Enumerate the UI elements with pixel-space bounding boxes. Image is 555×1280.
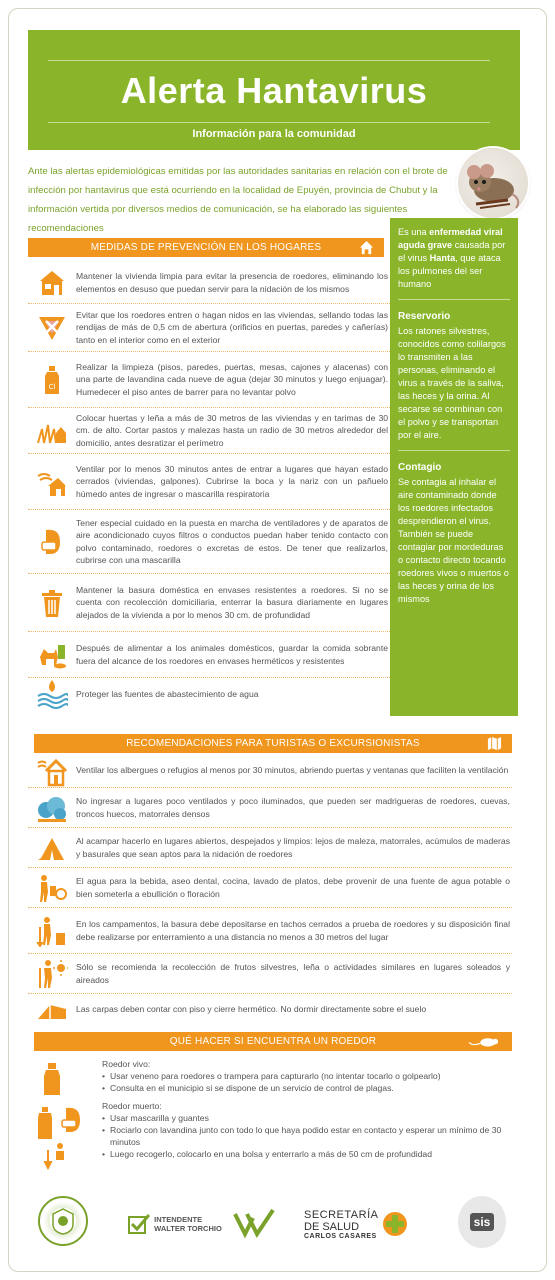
secretaria-line-2: DE SALUD (304, 1220, 360, 1233)
intro-text: Ante las alertas epidemiológicas emitidas por las autoridades sanitarias en relación con el brote de infección por hantavirus que está ocurriendo en la localidad de Epuyén, provincia de Chubut y la información vertida por diversos medios de comunicación, se ha elaborado las siguientes recomendaciones (28, 166, 448, 234)
sis-logo (458, 1196, 506, 1248)
shovel-icon (42, 1142, 72, 1170)
map-icon (487, 736, 502, 751)
list-item (28, 352, 390, 408)
item-text: No ingresar a lugares poco ventilados y poco iluminados, que pueden ser madrigueras de roedores, cuevas, troncos huecos, matorrales densos (76, 796, 510, 819)
item-text: Evitar que los roedores entren o hagan nidos en las viviendas, sellando todas las rendijas de más de 0,5 cm de abertura (orificios en puertas, paredes y cañerías) tanto en el interior como en el exterior (76, 309, 388, 345)
panel-divider (398, 299, 510, 300)
item-text: En los campamentos, la basura debe depositarse en tachos cerrados a prueba de roedores y su disposición final debe realizarse por enterramiento a una distancia no menos a 30 metros del lugar (76, 919, 510, 942)
list-item: • Consulta en el municipio si se dispone de un servicio de control de plagas. (102, 1082, 512, 1094)
item-text: El agua para la bebida, aseo dental, cocina, lavado de platos, debe provenir de una fuente de agua potable o bien someterla a ebullición o floración (76, 876, 510, 899)
intendente-label: INTENDENTE (154, 1215, 203, 1224)
page-title: Alerta Hantavirus (120, 70, 428, 111)
drinking-water-icon (36, 872, 68, 904)
list-item (28, 574, 390, 632)
garden-icon (36, 415, 68, 447)
intendente-logo (120, 1204, 230, 1244)
footer-logos (28, 1196, 512, 1256)
list-item: • Rociarlo con lavandina junto con todo lo que haya podido estar en contacto y esperar un mínimo de 30 minutos (102, 1124, 512, 1148)
panel-reservorio-text: Los ratones silvestres, conocidos como colilargos lo transmiten a las personas, eliminando el virus a través de la saliva, las heces y la orina. Al secarse se combinan con el polvo y se transportan por el aire. (398, 326, 506, 440)
secretaria-line-3: CARLOS CASARES (304, 1232, 377, 1240)
info-panel (390, 218, 518, 716)
house-icon (359, 240, 374, 255)
panel-heading-contagio: Contagio (398, 462, 442, 473)
roedor-vivo-title: Roedor vivo: (102, 1059, 151, 1069)
list-item (28, 868, 512, 908)
section-header-roedor (34, 1032, 512, 1051)
item-text: Ventilar por lo menos 30 minutos antes de entrar a lugares que hayan estado cerrados (viviendas, galpones). Cubrirse la boca y la nariz con un pañuelo húmedo antes de ingresar o mascarilla respiratoria (76, 463, 388, 499)
panel-text: , que ataca los pulmones del ser humano (398, 253, 501, 289)
item-text: Después de alimentar a los animales domésticos, guardar la comida sobrante fuera del alcance de los roedores en envases herméticos y resistentes (76, 643, 388, 666)
item-text: Proteger las fuentes de abastecimiento de agua (76, 688, 259, 699)
list-item (28, 304, 390, 352)
health-cross-icon (382, 1211, 408, 1237)
bleach-bottle-icon (36, 364, 68, 396)
rat-icon (468, 1034, 502, 1049)
roedor-vivo-block (28, 1056, 512, 1104)
vv-logo (232, 1206, 276, 1240)
list-item (28, 754, 512, 788)
secretaria-salud-logo (304, 1202, 414, 1246)
panel-intro (398, 226, 510, 291)
section-header-hogares (28, 238, 384, 257)
item-text: Las carpas deben contar con piso y cierre hermético. No dormir directamente sobre el suelo (76, 1003, 427, 1014)
face-mask-icon (36, 526, 68, 558)
shovel-trash-icon (36, 915, 68, 947)
sis-label: sis (470, 1213, 495, 1231)
poison-bottle-icon (36, 1062, 68, 1096)
header-rule (48, 60, 490, 61)
intendente-name: WALTER TORCHIO (154, 1224, 222, 1233)
tent-icon (36, 832, 68, 864)
trash-bin-icon (36, 587, 68, 619)
hiker-icon (36, 958, 68, 990)
header-banner (28, 30, 520, 150)
panel-divider (398, 450, 510, 451)
panel-text: Es una (398, 227, 427, 237)
panel-contagio-text: Se contagia al inhalar el aire contaminado donde los roedores infectados desprendieron el virus. También se puede contagiar por mordeduras o contacto directo tocando roedores vivos o muertos o las heces y orina de los mismos (398, 477, 509, 604)
list-item (28, 788, 512, 828)
list-item (28, 454, 390, 510)
shelter-icon (36, 755, 68, 787)
panel-text: causada por el virus (398, 240, 506, 263)
item-text: Tener especial cuidado en la puesta en marcha de ventiladores y de aparatos de aire acondicionado cuyos filtros o conductos puedan haber tenido contacto con polvo contaminado, roedores o excretas de estos. De tener que realizarlos, cubrirse con una mascarilla (76, 517, 388, 565)
list-item (28, 994, 512, 1024)
face-mask-icon (58, 1106, 88, 1136)
bushes-icon (36, 792, 68, 824)
ventilate-shed-icon (36, 466, 68, 498)
water-source-icon (36, 678, 68, 710)
list-item (28, 510, 390, 574)
list-item: • Usar mascarilla y guantes (102, 1112, 512, 1124)
bleach-bottle-icon (36, 1106, 54, 1140)
mouse-icon (458, 148, 528, 218)
item-text: Al acampar hacerlo en lugares abiertos, despejados y limpios: lejos de maleza, matorrales, acúmulos de maderas y basurales que sean aptos para la nidación de roedores (76, 836, 510, 859)
list-item (28, 954, 512, 994)
list-item (28, 632, 390, 678)
item-text: Mantener la vivienda limpia para evitar la presencia de roedores, eliminando los elementos en desuso que puedan servir para la nidación de los mismos (76, 271, 388, 294)
roedor-muerto-block (28, 1100, 512, 1172)
roedor-muerto-title: Roedor muerto: (102, 1101, 162, 1111)
pet-food-icon (36, 639, 68, 671)
list-item (28, 828, 512, 868)
item-text: Ventilar los albergues o refugios al menos por 30 minutos, abriendo puertas y ventanas que faciliten la ventilación (76, 765, 509, 776)
page-subtitle: Información para la comunidad (192, 128, 356, 140)
list-item (28, 908, 512, 954)
section-title: QUÉ HACER SI ENCUENTRA UN ROEDOR (169, 1036, 377, 1047)
no-rodent-icon (36, 312, 68, 344)
closed-tent-icon (36, 993, 68, 1025)
svg-text:Cl: Cl (48, 383, 56, 391)
mouse-photo (458, 148, 528, 218)
municipal-seal-logo (38, 1196, 88, 1246)
item-text: Mantener la basura doméstica en envases resistentes a roedores. Si no se cuenta con recolección domiciliaria, enterrar la basura diariamente en lugares alejados de la vivienda a por lo menos 30 cm. de profundidad (76, 584, 388, 620)
list-item: • Usar veneno para roedores o trampera para capturarlo (no intentar tocarlo o golpearlo) (102, 1070, 512, 1082)
item-text: Realizar la limpieza (pisos, paredes, puertas, mesas, cajones y alacenas) con una parte de lavandina cada nueve de agua (dejar 30 minutos y luego enjuagar). Humedecer el piso antes de barrer para no levantar polvo (76, 361, 388, 397)
secretaria-line-1: SECRETARÍA (304, 1208, 379, 1221)
list-item (28, 262, 390, 304)
panel-heading-reservorio: Reservorio (398, 311, 451, 322)
section-header-turistas (34, 734, 512, 753)
section-title: RECOMENDACIONES PARA TURISTAS O EXCURSIONISTAS (126, 738, 420, 749)
list-item (28, 678, 390, 710)
panel-bold-text: enfermedad viral aguda grave (398, 227, 503, 250)
item-text: Colocar huertas y leña a más de 30 metros de las viviendas y en tarimas de 30 cm. de alto. Cortar pastos y malezas hasta un radio de 30 metros alrededor del domicilio, antes desratizar el perímetro (76, 412, 388, 448)
item-text: Sólo se recomienda la recolección de frutos silvestres, leña o actividades similares en lugares soleados y aireados (76, 962, 510, 985)
house-icon (36, 267, 68, 299)
list-item: • Luego recogerlo, colocarlo en una bolsa y enterrarlo a más de 50 cm de profundidad (102, 1148, 512, 1160)
list-item (28, 408, 390, 454)
panel-virus-name: Hanta (429, 253, 456, 263)
section-title: MEDIDAS DE PREVENCIÓN EN LOS HOGARES (90, 242, 322, 253)
checkmark-icon (128, 1213, 150, 1235)
vv-logo-icon (233, 1208, 275, 1238)
seal-icon (48, 1206, 78, 1236)
header-rule (48, 122, 490, 123)
